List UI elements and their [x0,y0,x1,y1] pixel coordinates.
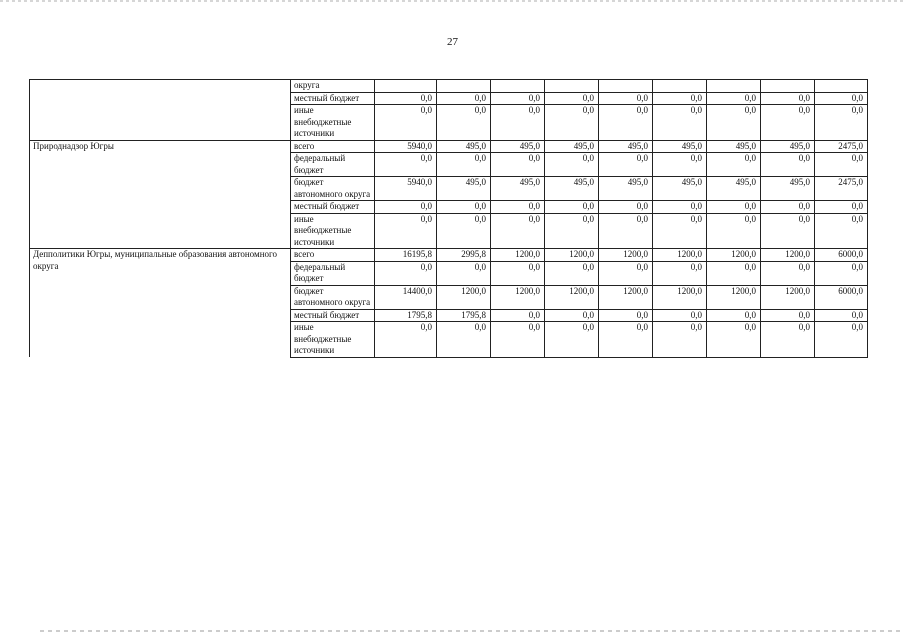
amount-cell [815,80,868,93]
amount-cell: 0,0 [815,105,868,141]
amount-cell: 0,0 [375,92,437,105]
amount-cell [375,80,437,93]
amount-cell: 0,0 [707,105,761,141]
amount-cell: 495,0 [491,177,545,201]
amount-cell: 0,0 [707,92,761,105]
amount-cell: 0,0 [437,153,491,177]
amount-cell: 0,0 [815,92,868,105]
amount-cell [599,80,653,93]
funding-source-cell: местный бюджет [291,309,375,322]
amount-cell: 0,0 [707,261,761,285]
amount-cell: 0,0 [545,213,599,249]
amount-cell: 0,0 [437,201,491,214]
scan-artifact-bottom [40,630,900,632]
amount-cell: 1200,0 [491,285,545,309]
amount-cell [653,80,707,93]
amount-cell: 0,0 [653,309,707,322]
amount-cell: 0,0 [761,309,815,322]
amount-cell: 5940,0 [375,177,437,201]
organization-cell: Природнадзор Югры [30,140,291,249]
amount-cell: 0,0 [599,213,653,249]
scan-artifact-top [0,0,905,2]
amount-cell [491,80,545,93]
amount-cell [761,80,815,93]
table-body [30,80,868,358]
amount-cell [437,80,491,93]
amount-cell: 1200,0 [707,249,761,262]
amount-cell: 0,0 [653,201,707,214]
amount-cell: 0,0 [761,201,815,214]
table-row [30,140,868,153]
amount-cell: 0,0 [491,309,545,322]
amount-cell: 0,0 [375,153,437,177]
amount-cell: 0,0 [491,201,545,214]
amount-cell: 6000,0 [815,285,868,309]
amount-cell: 6000,0 [815,249,868,262]
amount-cell: 0,0 [491,105,545,141]
page-number: 27 [447,36,458,48]
amount-cell: 1795,8 [437,309,491,322]
amount-cell: 0,0 [491,92,545,105]
budget-table [29,79,868,358]
amount-cell: 0,0 [545,309,599,322]
amount-cell: 1200,0 [707,285,761,309]
amount-cell: 0,0 [653,322,707,358]
amount-cell: 0,0 [491,153,545,177]
amount-cell: 495,0 [653,140,707,153]
amount-cell: 0,0 [375,201,437,214]
funding-source-cell: федеральный бюджет [291,153,375,177]
amount-cell [707,80,761,93]
amount-cell: 0,0 [653,153,707,177]
funding-source-cell: местный бюджет [291,92,375,105]
amount-cell: 495,0 [545,140,599,153]
amount-cell: 0,0 [815,213,868,249]
funding-source-cell: округа [291,80,375,93]
amount-cell: 0,0 [375,105,437,141]
amount-cell: 0,0 [815,201,868,214]
funding-source-cell: федеральный бюджет [291,261,375,285]
amount-cell: 1200,0 [761,285,815,309]
amount-cell: 0,0 [707,322,761,358]
amount-cell: 2475,0 [815,140,868,153]
amount-cell: 1795,8 [375,309,437,322]
amount-cell: 1200,0 [437,285,491,309]
amount-cell: 0,0 [545,261,599,285]
funding-source-cell: иные внебюджетные источники [291,213,375,249]
amount-cell: 0,0 [545,322,599,358]
amount-cell: 0,0 [815,322,868,358]
amount-cell: 0,0 [761,322,815,358]
amount-cell: 0,0 [599,105,653,141]
amount-cell: 0,0 [545,92,599,105]
amount-cell: 0,0 [491,322,545,358]
funding-source-cell: бюджет автономного округа [291,177,375,201]
amount-cell: 0,0 [437,322,491,358]
amount-cell: 0,0 [437,105,491,141]
amount-cell: 0,0 [375,322,437,358]
organization-cell: Депполитики Югры, муниципальные образования автономного округа [30,249,291,358]
amount-cell: 0,0 [599,201,653,214]
amount-cell: 0,0 [599,261,653,285]
amount-cell: 1200,0 [761,249,815,262]
amount-cell: 0,0 [707,309,761,322]
amount-cell: 0,0 [491,213,545,249]
funding-source-cell: иные внебюджетные источники [291,105,375,141]
amount-cell: 495,0 [761,177,815,201]
amount-cell: 0,0 [653,105,707,141]
amount-cell: 0,0 [761,261,815,285]
amount-cell: 0,0 [761,105,815,141]
amount-cell: 1200,0 [599,285,653,309]
funding-source-cell: местный бюджет [291,201,375,214]
organization-cell [30,80,291,141]
amount-cell: 495,0 [707,140,761,153]
amount-cell [545,80,599,93]
amount-cell: 495,0 [599,177,653,201]
amount-cell: 1200,0 [653,285,707,309]
amount-cell: 0,0 [653,213,707,249]
amount-cell: 0,0 [815,261,868,285]
amount-cell: 0,0 [599,322,653,358]
amount-cell: 1200,0 [545,285,599,309]
amount-cell: 0,0 [707,153,761,177]
amount-cell: 495,0 [437,140,491,153]
amount-cell: 495,0 [653,177,707,201]
amount-cell: 0,0 [815,309,868,322]
amount-cell: 5940,0 [375,140,437,153]
amount-cell: 2475,0 [815,177,868,201]
amount-cell: 0,0 [437,213,491,249]
amount-cell: 0,0 [375,261,437,285]
amount-cell: 0,0 [761,153,815,177]
amount-cell: 1200,0 [491,249,545,262]
amount-cell: 495,0 [437,177,491,201]
funding-source-cell: иные внебюджетные источники [291,322,375,358]
table-row [30,249,868,262]
funding-source-cell: бюджет автономного округа [291,285,375,309]
amount-cell: 495,0 [545,177,599,201]
amount-cell: 0,0 [599,309,653,322]
amount-cell: 0,0 [437,92,491,105]
amount-cell: 495,0 [599,140,653,153]
amount-cell: 0,0 [599,92,653,105]
amount-cell: 0,0 [653,92,707,105]
amount-cell: 0,0 [707,201,761,214]
amount-cell: 0,0 [545,105,599,141]
amount-cell: 0,0 [761,92,815,105]
amount-cell: 2995,8 [437,249,491,262]
amount-cell: 16195,8 [375,249,437,262]
funding-source-cell: всего [291,249,375,262]
amount-cell: 0,0 [815,153,868,177]
amount-cell: 14400,0 [375,285,437,309]
amount-cell: 1200,0 [653,249,707,262]
amount-cell: 0,0 [707,213,761,249]
amount-cell: 495,0 [761,140,815,153]
amount-cell: 1200,0 [545,249,599,262]
amount-cell: 0,0 [545,153,599,177]
amount-cell: 0,0 [491,261,545,285]
amount-cell: 0,0 [375,213,437,249]
amount-cell: 0,0 [545,201,599,214]
amount-cell: 1200,0 [599,249,653,262]
table-row [30,80,868,93]
funding-source-cell: всего [291,140,375,153]
amount-cell: 0,0 [761,213,815,249]
amount-cell: 495,0 [707,177,761,201]
amount-cell: 0,0 [437,261,491,285]
amount-cell: 0,0 [653,261,707,285]
amount-cell: 0,0 [599,153,653,177]
amount-cell: 495,0 [491,140,545,153]
